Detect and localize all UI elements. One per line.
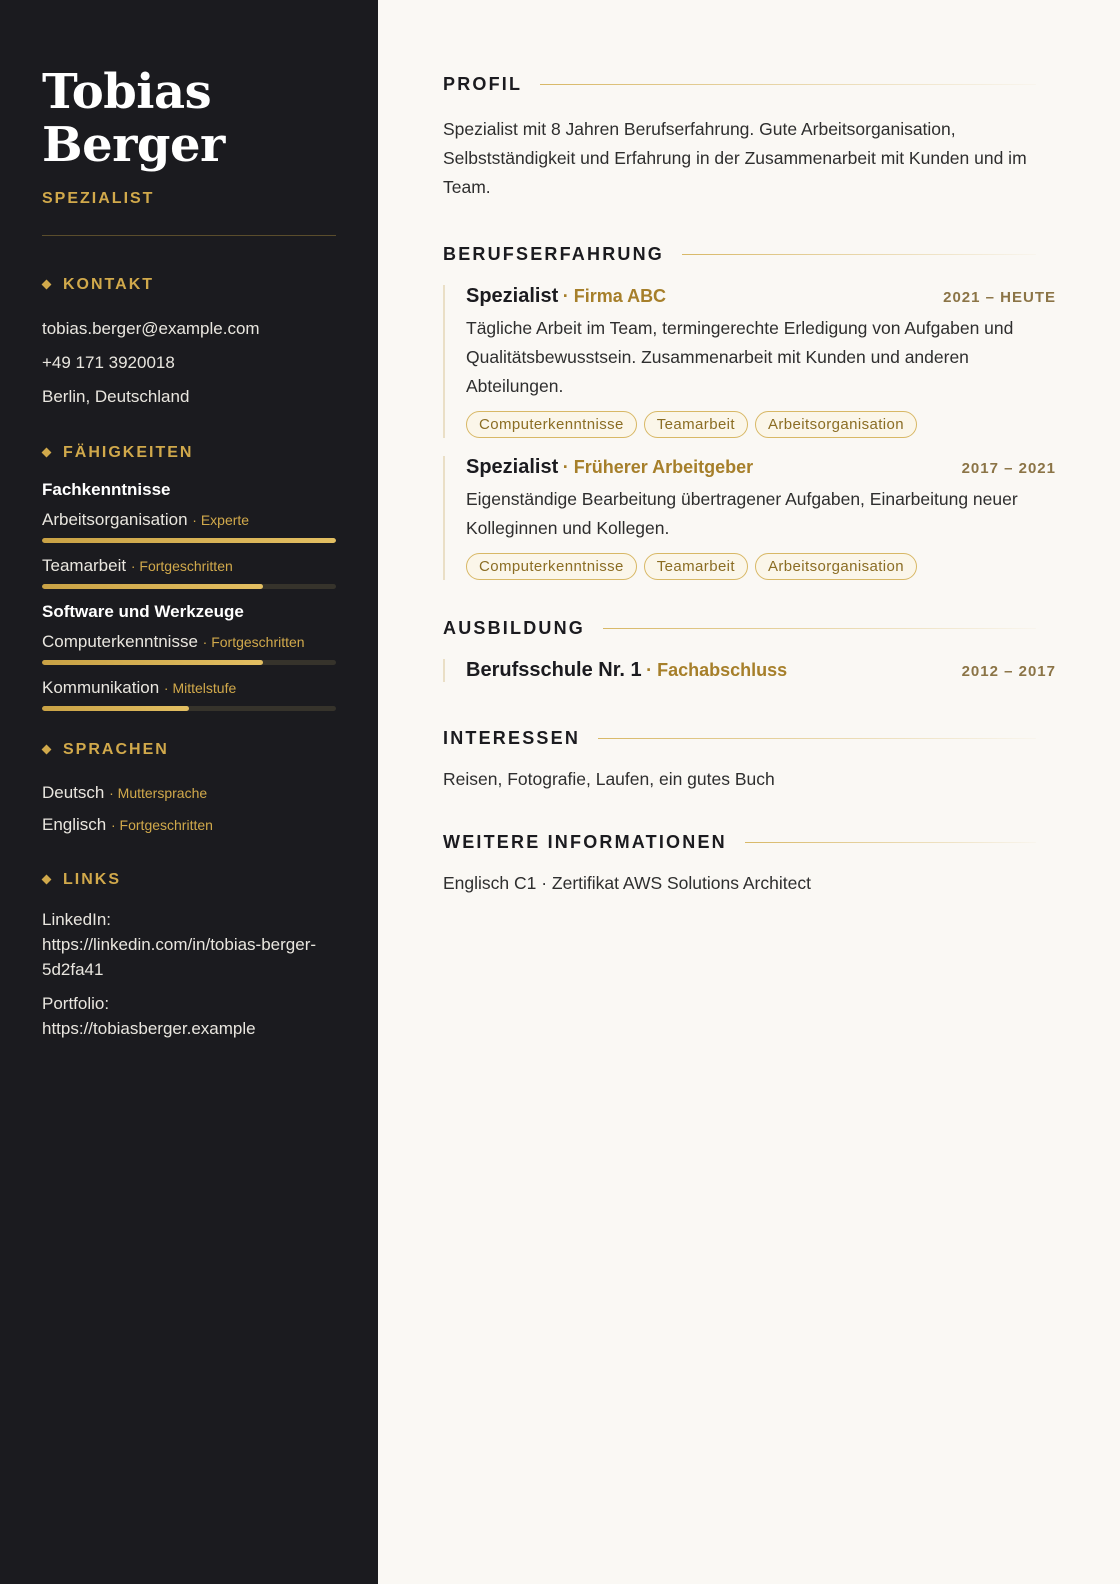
skill-name: Computerkenntnisse	[42, 631, 198, 651]
job-company: · Früherer Arbeitgeber	[562, 457, 754, 477]
education-heading: AUSBILDUNG	[443, 618, 585, 638]
skills-heading-label: FÄHIGKEITEN	[63, 443, 194, 461]
skills-heading	[42, 444, 336, 462]
job-company: · Firma ABC	[562, 286, 667, 306]
links-section	[42, 871, 336, 1041]
interests-heading: INTERESSEN	[443, 728, 581, 748]
diamond-icon	[42, 745, 52, 755]
heading-rule	[598, 738, 1036, 739]
more-info-section	[443, 832, 1056, 894]
more-info-text: Englisch C1 · Zertifikat AWS Solutions Architect	[443, 873, 811, 893]
language-item	[42, 809, 336, 841]
job-date: 2021 – HEUTE	[943, 289, 1056, 306]
language-level: · Fortgeschritten	[111, 816, 213, 833]
job-tags	[466, 411, 1056, 438]
skill-name: Teamarbeit	[42, 555, 127, 575]
tag: Teamarbeit	[644, 411, 748, 438]
tag: Computerkenntnisse	[466, 411, 637, 438]
heading-rule	[540, 84, 1036, 85]
degree: · Fachabschluss	[646, 660, 788, 680]
skill-bar-fill	[42, 660, 263, 665]
link-url[interactable]: https://tobiasberger.example	[42, 1018, 256, 1038]
job-description: Eigenständige Bearbeitung übertragener Aufgaben, Einarbeitung neuer Kolleginnen und Kollegen.	[466, 489, 1018, 538]
interests-text: Reisen, Fotografie, Laufen, ein gutes Buch	[443, 769, 775, 789]
main-content	[378, 0, 1120, 1584]
skill-level: · Mittelstufe	[163, 679, 237, 696]
education-section	[443, 618, 1056, 682]
languages-heading	[42, 741, 336, 759]
link-label: LinkedIn:	[42, 909, 111, 929]
skill-bar	[42, 706, 336, 711]
experience-section	[443, 244, 1056, 580]
links-heading-label: LINKS	[63, 870, 121, 888]
experience-heading: BERUFSERFAHRUNG	[443, 244, 665, 264]
heading-rule	[682, 254, 1036, 255]
sidebar-divider	[42, 235, 336, 236]
person-role: SPEZIALIST	[42, 189, 155, 207]
tag: Teamarbeit	[644, 553, 748, 580]
heading-rule	[603, 628, 1036, 629]
contact-email[interactable]: tobias.berger@example.com	[42, 318, 260, 338]
skill-level: · Fortgeschritten	[130, 557, 233, 574]
job-title: Spezialist	[466, 285, 559, 307]
profile-text: Spezialist mit 8 Jahren Berufserfahrung. Gute Arbeitsorganisation, Selbstständigkeit und Erfahrung in der Zusammenarbeit mit Kunden und im Team.	[443, 119, 1027, 197]
job-description: Tägliche Arbeit im Team, termingerechte Erledigung von Aufgaben und Qualitätsbewusstsein. Zusammenarbeit mit Kunden und anderen Abteilungen.	[466, 318, 1014, 396]
more-info-heading: WEITERE INFORMATIONEN	[443, 832, 727, 852]
skill-bar	[42, 538, 336, 543]
job-entry	[443, 456, 1056, 580]
language-name: Englisch	[42, 814, 107, 834]
contact-heading	[42, 276, 336, 294]
job-title: Spezialist	[466, 456, 559, 478]
section-heading	[443, 832, 1056, 853]
job-entry	[443, 285, 1056, 438]
link-linkedin[interactable]	[42, 907, 336, 982]
profile-heading: PROFIL	[443, 74, 523, 94]
skill-group-title: Software und Werkzeuge	[42, 601, 244, 621]
job-tags	[466, 553, 1056, 580]
language-item	[42, 777, 336, 809]
links-heading	[42, 871, 336, 889]
section-heading	[443, 74, 1056, 95]
diamond-icon	[42, 448, 52, 458]
link-url[interactable]: https://linkedin.com/in/tobias-berger-5d2fa41	[42, 934, 317, 979]
skill-level: · Experte	[192, 511, 250, 528]
heading-rule	[745, 842, 1036, 843]
diamond-icon	[42, 875, 52, 885]
skill-item	[42, 632, 336, 665]
contact-heading-label: KONTAKT	[63, 275, 155, 293]
skills-section	[42, 444, 336, 711]
languages-heading-label: SPRACHEN	[63, 740, 169, 758]
skill-name: Arbeitsorganisation	[42, 509, 188, 529]
languages-section	[42, 741, 336, 841]
section-heading	[443, 728, 1056, 749]
skill-item	[42, 510, 336, 543]
education-date: 2012 – 2017	[961, 663, 1056, 680]
skill-bar	[42, 584, 336, 589]
tag: Arbeitsorganisation	[755, 553, 917, 580]
contact-location: Berlin, Deutschland	[42, 386, 190, 406]
section-heading	[443, 244, 1056, 265]
language-name: Deutsch	[42, 782, 105, 802]
section-heading	[443, 618, 1056, 639]
tag: Computerkenntnisse	[466, 553, 637, 580]
school-name: Berufsschule Nr. 1	[466, 659, 642, 681]
skill-bar-fill	[42, 584, 263, 589]
skill-bar	[42, 660, 336, 665]
link-portfolio[interactable]	[42, 991, 336, 1041]
skill-bar-fill	[42, 706, 189, 711]
interests-section	[443, 728, 1056, 790]
skill-bar-fill	[42, 538, 336, 543]
tag: Arbeitsorganisation	[755, 411, 917, 438]
contact-phone[interactable]: +49 171 3920018	[42, 352, 175, 372]
job-date: 2017 – 2021	[961, 460, 1056, 477]
contact-section	[42, 276, 336, 414]
skill-name: Kommunikation	[42, 677, 160, 697]
skill-group-title: Fachkenntnisse	[42, 479, 171, 499]
education-entry	[443, 659, 1056, 682]
skill-level: · Fortgeschritten	[202, 633, 305, 650]
sidebar	[0, 0, 378, 1584]
diamond-icon	[42, 280, 52, 290]
skill-item	[42, 678, 336, 711]
skill-item	[42, 556, 336, 589]
profile-section	[443, 74, 1056, 202]
person-name: Tobias Berger	[42, 64, 225, 173]
link-label: Portfolio:	[42, 993, 110, 1013]
language-level: · Muttersprache	[109, 784, 208, 801]
